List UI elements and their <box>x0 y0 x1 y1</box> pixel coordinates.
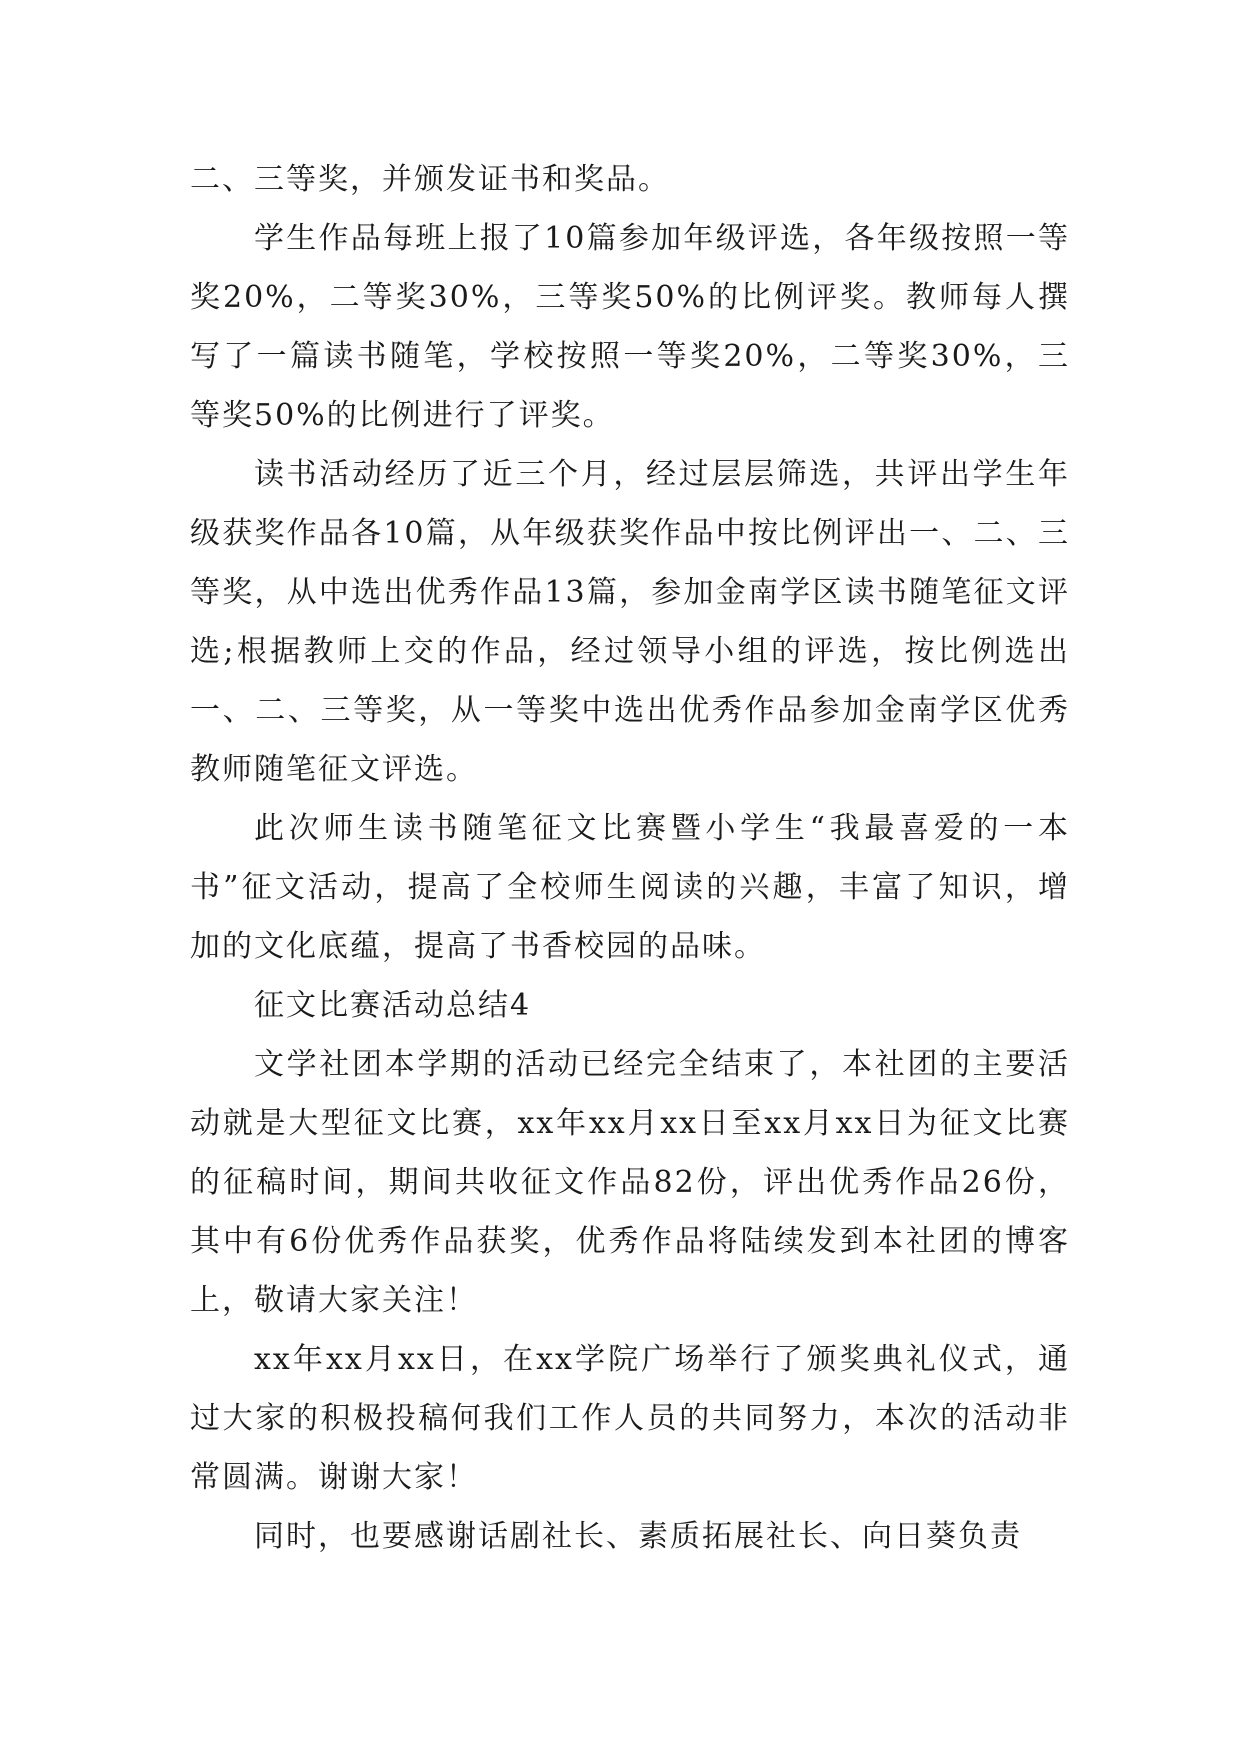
paragraph-activity-impact: 此次师生读书随笔征文比赛暨小学生“我最喜爱的一本书”征文活动，提高了全校师生阅读的兴趣，丰富了知识，增加的文化底蕴，提高了书香校园的品味。 <box>190 811 1070 964</box>
paragraph-thanks: 同时，也要感谢话剧社长、素质拓展社长、向日葵负责 <box>254 1519 1022 1554</box>
paragraph-literary-club: 文学社团本学期的活动已经完全结束了，本社团的主要活动就是大型征文比赛，xx年xx月xx日至xx月xx日为征文比赛的征稿时间，期间共收征文作品82份，评出优秀作品26份，其中有6份优秀作品获奖，优秀作品将陆续发到本社团的博客上，敬请大家关注！ <box>190 1047 1070 1318</box>
paragraph-continuation: 二、三等奖，并颁发证书和奖品。 <box>190 162 670 197</box>
section-heading: 征文比赛活动总结4 <box>254 988 532 1023</box>
paragraph-selection-process: 读书活动经历了近三个月，经过层层筛选，共评出学生年级获奖作品各10篇，从年级获奖作品中按比例评出一、二、三等奖，从中选出优秀作品13篇，参加金南学区读书随笔征文评选;根据教师上交的作品，经过领导小组的评选，按比例选出一、二、三等奖，从一等奖中选出优秀作品参加金南学区优秀教师随笔征文评选。 <box>190 457 1070 787</box>
paragraph-student-awards: 学生作品每班上报了10篇参加年级评选，各年级按照一等奖20%，二等奖30%，三等奖50%的比例评奖。教师每人撰写了一篇读书随笔，学校按照一等奖20%，二等奖30%，三等奖50%的比例进行了评奖。 <box>190 221 1070 433</box>
paragraph-award-ceremony: xx年xx月xx日，在xx学院广场举行了颁奖典礼仪式，通过大家的积极投稿何我们工作人员的共同努力，本次的活动非常圆满。谢谢大家！ <box>190 1342 1070 1495</box>
document-body <box>190 150 1070 1566</box>
